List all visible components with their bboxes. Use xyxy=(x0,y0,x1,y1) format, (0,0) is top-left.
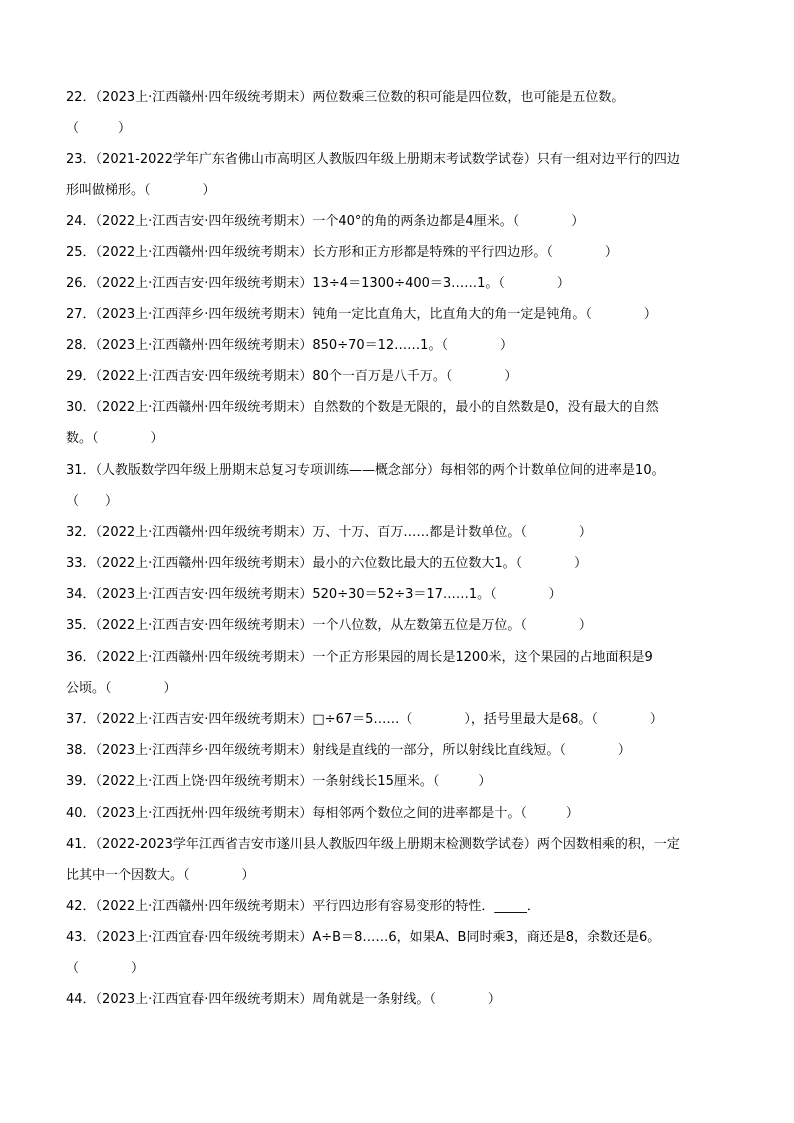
question-23-line-2: 形叫做梯形。（ ） xyxy=(66,183,216,198)
question-30-line-1: 30．（2022上·江西赣州·四年级统考期末）自然数的个数是无限的，最小的自然数是0，没有最大的自然 xyxy=(66,400,659,415)
question-24: 24．（2022上·江西吉安·四年级统考期末）一个40°的角的两条边都是4厘米。（ ） xyxy=(66,214,585,229)
question-40: 40．（2023上·江西抚州·四年级统考期末）每相邻两个数位之间的进率都是十。（ ） xyxy=(66,806,579,821)
question-39: 39．（2022上·江西上饶·四年级统考期末）一条射线长15厘米。（ ） xyxy=(66,774,492,789)
question-30-line-2: 数。（ ） xyxy=(66,431,164,446)
question-36-line-2: 公顷。（ ） xyxy=(66,681,177,696)
question-32: 32．（2022上·江西赣州·四年级统考期末）万、十万、百万……都是计数单位。（ ） xyxy=(66,525,592,540)
question-35: 35．（2022上·江西吉安·四年级统考期末）一个八位数，从左数第五位是万位。（ ） xyxy=(66,618,592,633)
question-31-line-1: 31．（人教版数学四年级上册期末总复习专项训练——概念部分）每相邻的两个计数单位间的进率是10。 xyxy=(66,463,665,478)
question-22-line-2: （ ） xyxy=(66,121,132,136)
question-28: 28．（2023上·江西赣州·四年级统考期末）850÷70＝12……1。（ ） xyxy=(66,338,513,353)
question-33: 33．（2022上·江西赣州·四年级统考期末）最小的六位数比最大的五位数大1。（ ） xyxy=(66,556,588,571)
question-22-line-1: 22．（2023上·江西赣州·四年级统考期末）两位数乘三位数的积可能是四位数，也可能是五位数。 xyxy=(66,90,625,105)
question-41-line-2: 比其中一个因数大。（ ） xyxy=(66,868,255,883)
question-44: 44．（2023上·江西宜春·四年级统考期末）周角就是一条射线。（ ） xyxy=(66,992,501,1007)
question-25: 25．（2022上·江西赣州·四年级统考期末）长方形和正方形都是特殊的平行四边形。（ ） xyxy=(66,245,618,260)
question-41-line-1: 41．（2022-2023学年江西省吉安市遂川县人教版四年级上册期末检测数学试卷）两个因数相乘的积，一定 xyxy=(66,837,680,852)
question-23-line-1: 23．（2021-2022学年广东省佛山市高明区人教版四年级上册期末考试数学试卷）只有一组对边平行的四边 xyxy=(66,152,680,167)
question-38: 38．（2023上·江西萍乡·四年级统考期末）射线是直线的一部分，所以射线比直线短。（ ） xyxy=(66,743,631,758)
question-36-line-1: 36．（2022上·江西赣州·四年级统考期末）一个正方形果园的周长是1200米，这个果园的占地面积是9 xyxy=(66,650,653,665)
question-26: 26．（2022上·江西吉安·四年级统考期末）13÷4＝1300÷400＝3……1。（ ） xyxy=(66,276,570,291)
question-31-line-2: （ ） xyxy=(66,494,119,509)
question-27: 27．（2023上·江西萍乡·四年级统考期末）钝角一定比直角大，比直角大的角一定是钝角。（ ） xyxy=(66,307,657,322)
question-37: 37．（2022上·江西吉安·四年级统考期末）□÷67＝5……（ ），括号里最大是68。（ ） xyxy=(66,712,663,727)
question-43-line-2: （ ） xyxy=(66,961,145,976)
question-43-line-1: 43．（2023上·江西宜春·四年级统考期末）A÷B＝8……6，如果A、B同时乘3，商还是8，余数还是6。 xyxy=(66,930,661,945)
question-42: 42．（2022上·江西赣州·四年级统考期末）平行四边形有容易变形的特性．_____． xyxy=(66,899,540,914)
question-34: 34．（2023上·江西吉安·四年级统考期末）520÷30＝52÷3＝17……1。（ ） xyxy=(66,587,562,602)
question-29: 29．（2022上·江西吉安·四年级统考期末）80个一百万是八千万。（ ） xyxy=(66,369,518,384)
